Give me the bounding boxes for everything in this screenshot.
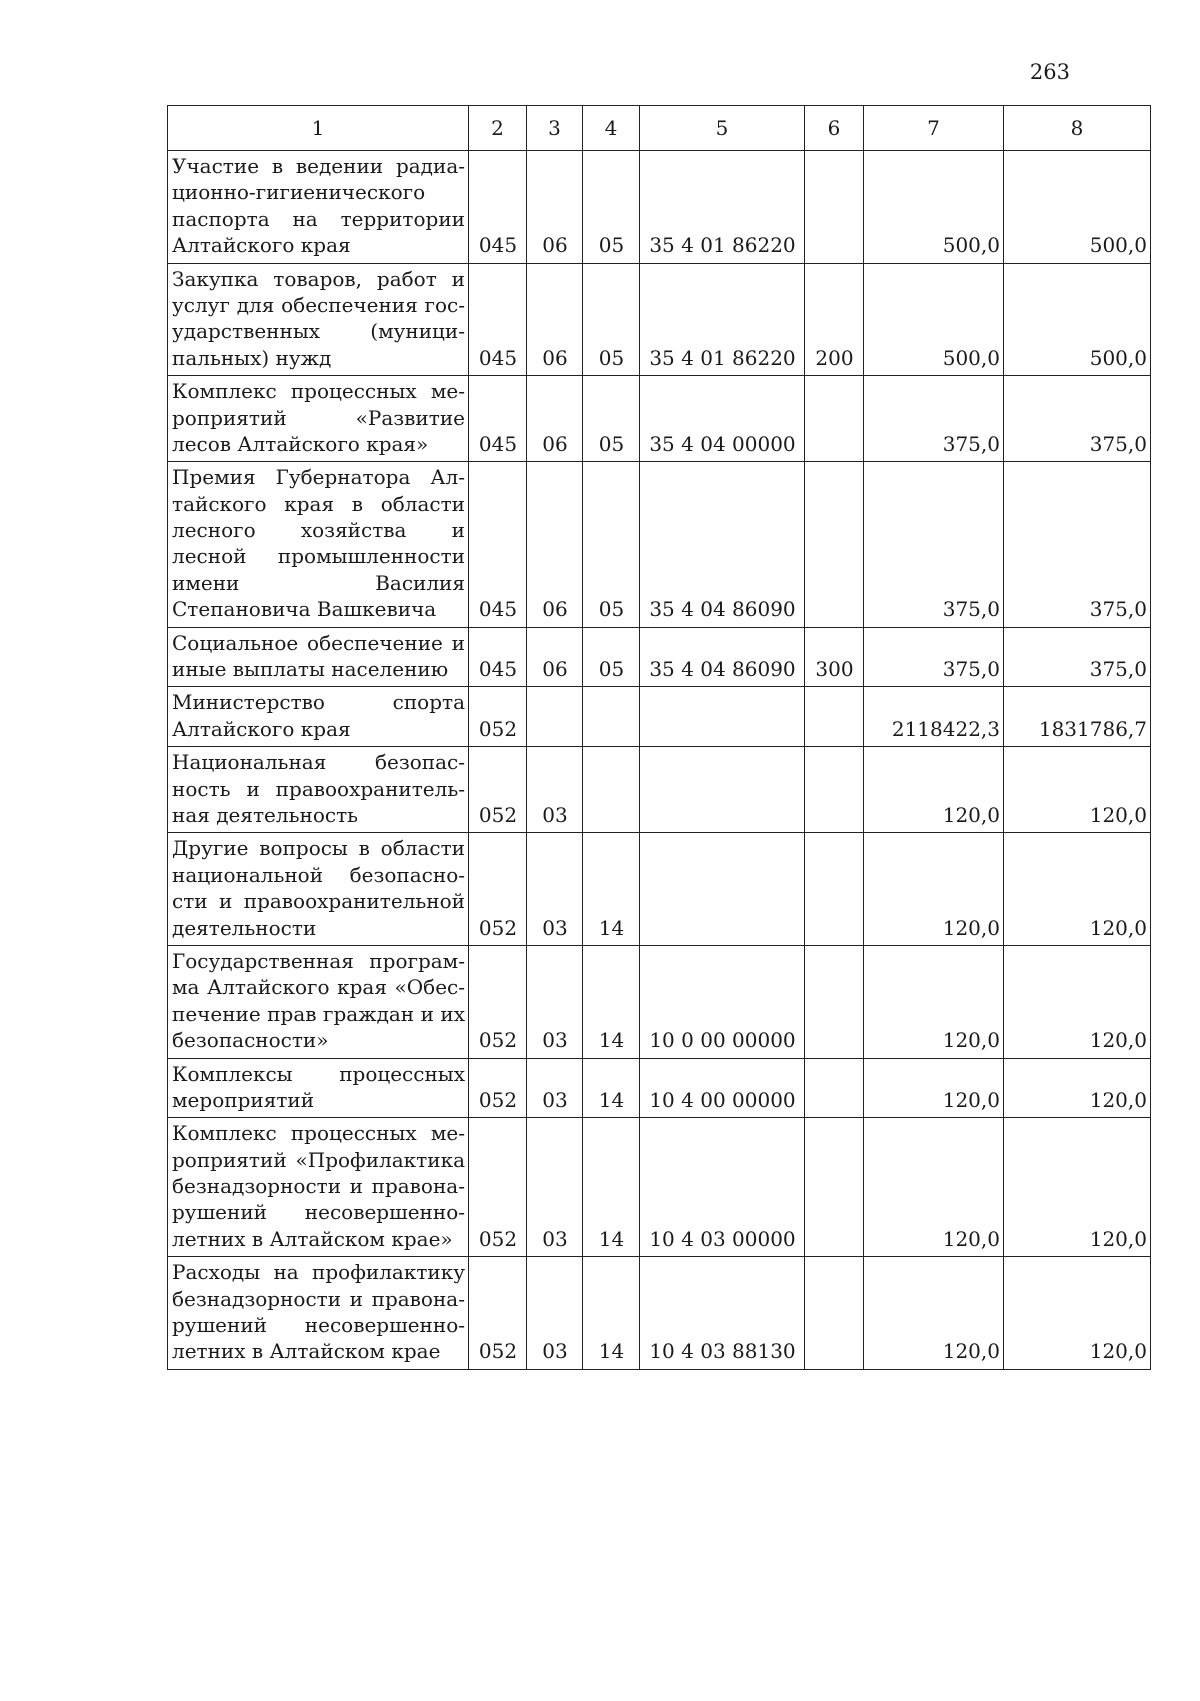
row-name-cell: Участие в ведении радиа-ционно-гигиенического паспорта на территории Алтайского края <box>168 151 469 264</box>
expense-type-cell: 200 <box>805 263 864 376</box>
section-code-cell: 03 <box>527 1118 583 1257</box>
subsection-code-cell <box>583 687 640 747</box>
subsection-code-cell: 14 <box>583 945 640 1058</box>
table-row <box>168 627 1151 687</box>
expense-type-cell <box>805 1118 864 1257</box>
section-code-cell: 06 <box>527 462 583 627</box>
row-name-cell: Комплекс процессных ме-роприятий «Профилактика безнадзорности и правона-рушений несовершенно-летних в Алтайском крае» <box>168 1118 469 1257</box>
header-cell: 5 <box>640 106 805 151</box>
section-code-cell: 03 <box>527 747 583 833</box>
section-code-cell <box>527 687 583 747</box>
table-row <box>168 833 1151 946</box>
amount-col8-cell: 120,0 <box>1004 1058 1151 1118</box>
expense-type-cell <box>805 151 864 264</box>
row-name-cell: Премия Губернатора Ал-тайского края в области лесного хозяйства и лесной промышленности имени Василия Степановича Вашкевича <box>168 462 469 627</box>
subsection-code-cell: 14 <box>583 1118 640 1257</box>
amount-col7-cell: 500,0 <box>864 151 1004 264</box>
amount-col8-cell: 1831786,7 <box>1004 687 1151 747</box>
target-article-cell: 35 4 04 86090 <box>640 462 805 627</box>
ministry-code-cell: 052 <box>469 1257 527 1370</box>
expense-type-cell <box>805 1058 864 1118</box>
expense-type-cell <box>805 747 864 833</box>
subsection-code-cell <box>583 747 640 833</box>
ministry-code-cell: 045 <box>469 462 527 627</box>
target-article-cell: 35 4 01 86220 <box>640 263 805 376</box>
header-cell: 3 <box>527 106 583 151</box>
target-article-cell: 10 0 00 00000 <box>640 945 805 1058</box>
amount-col8-cell: 120,0 <box>1004 1257 1151 1370</box>
row-name-cell: Министерство спорта Алтайского края <box>168 687 469 747</box>
ministry-code-cell: 052 <box>469 1058 527 1118</box>
amount-col7-cell: 120,0 <box>864 833 1004 946</box>
row-name-cell: Другие вопросы в области национальной безопасно-сти и правоохранительной деятельности <box>168 833 469 946</box>
subsection-code-cell: 14 <box>583 833 640 946</box>
section-code-cell: 06 <box>527 151 583 264</box>
row-name-cell: Закупка товаров, работ и услуг для обеспечения гос-ударственных (муници-пальных) нужд <box>168 263 469 376</box>
budget-table <box>167 105 1151 1370</box>
subsection-code-cell: 05 <box>583 151 640 264</box>
amount-col8-cell: 500,0 <box>1004 263 1151 376</box>
amount-col8-cell: 120,0 <box>1004 945 1151 1058</box>
ministry-code-cell: 052 <box>469 747 527 833</box>
ministry-code-cell: 045 <box>469 376 527 462</box>
target-article-cell: 35 4 04 86090 <box>640 627 805 687</box>
amount-col7-cell: 120,0 <box>864 747 1004 833</box>
section-code-cell: 06 <box>527 376 583 462</box>
table-row <box>168 376 1151 462</box>
amount-col7-cell: 120,0 <box>864 945 1004 1058</box>
row-name-cell: Комплекс процессных ме-роприятий «Развитие лесов Алтайского края» <box>168 376 469 462</box>
subsection-code-cell: 05 <box>583 462 640 627</box>
amount-col7-cell: 120,0 <box>864 1118 1004 1257</box>
subsection-code-cell: 05 <box>583 376 640 462</box>
section-code-cell: 03 <box>527 1257 583 1370</box>
amount-col7-cell: 375,0 <box>864 376 1004 462</box>
section-code-cell: 06 <box>527 627 583 687</box>
table-row <box>168 462 1151 627</box>
target-article-cell <box>640 833 805 946</box>
expense-type-cell <box>805 1257 864 1370</box>
table-row <box>168 747 1151 833</box>
page-number: 263 <box>1029 60 1070 84</box>
section-code-cell: 03 <box>527 1058 583 1118</box>
row-name-cell: Расходы на профилактику безнадзорности и правона-рушений несовершенно-летних в Алтайском крае <box>168 1257 469 1370</box>
amount-col7-cell: 500,0 <box>864 263 1004 376</box>
header-cell: 8 <box>1004 106 1151 151</box>
expense-type-cell: 300 <box>805 627 864 687</box>
ministry-code-cell: 045 <box>469 151 527 264</box>
amount-col8-cell: 375,0 <box>1004 376 1151 462</box>
header-cell: 4 <box>583 106 640 151</box>
expense-type-cell <box>805 945 864 1058</box>
header-row <box>168 106 1151 151</box>
expense-type-cell <box>805 687 864 747</box>
subsection-code-cell: 05 <box>583 263 640 376</box>
expense-type-cell <box>805 462 864 627</box>
ministry-code-cell: 052 <box>469 1118 527 1257</box>
header-cell: 2 <box>469 106 527 151</box>
table-row <box>168 1118 1151 1257</box>
table-row <box>168 1058 1151 1118</box>
subsection-code-cell: 14 <box>583 1257 640 1370</box>
section-code-cell: 03 <box>527 945 583 1058</box>
target-article-cell <box>640 747 805 833</box>
ministry-code-cell: 052 <box>469 833 527 946</box>
subsection-code-cell: 14 <box>583 1058 640 1118</box>
amount-col8-cell: 375,0 <box>1004 462 1151 627</box>
amount-col8-cell: 375,0 <box>1004 627 1151 687</box>
header-cell: 1 <box>168 106 469 151</box>
section-code-cell: 03 <box>527 833 583 946</box>
target-article-cell: 35 4 01 86220 <box>640 151 805 264</box>
amount-col8-cell: 120,0 <box>1004 747 1151 833</box>
row-name-cell: Социальное обеспечение и иные выплаты населению <box>168 627 469 687</box>
target-article-cell: 10 4 03 88130 <box>640 1257 805 1370</box>
amount-col7-cell: 375,0 <box>864 462 1004 627</box>
ministry-code-cell: 052 <box>469 945 527 1058</box>
ministry-code-cell: 052 <box>469 687 527 747</box>
amount-col8-cell: 120,0 <box>1004 1118 1151 1257</box>
header-cell: 6 <box>805 106 864 151</box>
amount-col8-cell: 500,0 <box>1004 151 1151 264</box>
target-article-cell: 10 4 03 00000 <box>640 1118 805 1257</box>
table-row <box>168 151 1151 264</box>
table-body <box>168 151 1151 1370</box>
amount-col7-cell: 120,0 <box>864 1058 1004 1118</box>
target-article-cell <box>640 687 805 747</box>
section-code-cell: 06 <box>527 263 583 376</box>
amount-col7-cell: 2118422,3 <box>864 687 1004 747</box>
subsection-code-cell: 05 <box>583 627 640 687</box>
row-name-cell: Национальная безопас-ность и правоохранитель-ная деятельность <box>168 747 469 833</box>
table-row <box>168 945 1151 1058</box>
table-row <box>168 687 1151 747</box>
table-row <box>168 1257 1151 1370</box>
ministry-code-cell: 045 <box>469 627 527 687</box>
row-name-cell: Государственная програм-ма Алтайского края «Обес-печение прав граждан и их безопасности» <box>168 945 469 1058</box>
amount-col7-cell: 375,0 <box>864 627 1004 687</box>
expense-type-cell <box>805 376 864 462</box>
row-name-cell: Комплексы процессных мероприятий <box>168 1058 469 1118</box>
ministry-code-cell: 045 <box>469 263 527 376</box>
target-article-cell: 35 4 04 00000 <box>640 376 805 462</box>
amount-col7-cell: 120,0 <box>864 1257 1004 1370</box>
amount-col8-cell: 120,0 <box>1004 833 1151 946</box>
table-row <box>168 263 1151 376</box>
target-article-cell: 10 4 00 00000 <box>640 1058 805 1118</box>
expense-type-cell <box>805 833 864 946</box>
header-cell: 7 <box>864 106 1004 151</box>
